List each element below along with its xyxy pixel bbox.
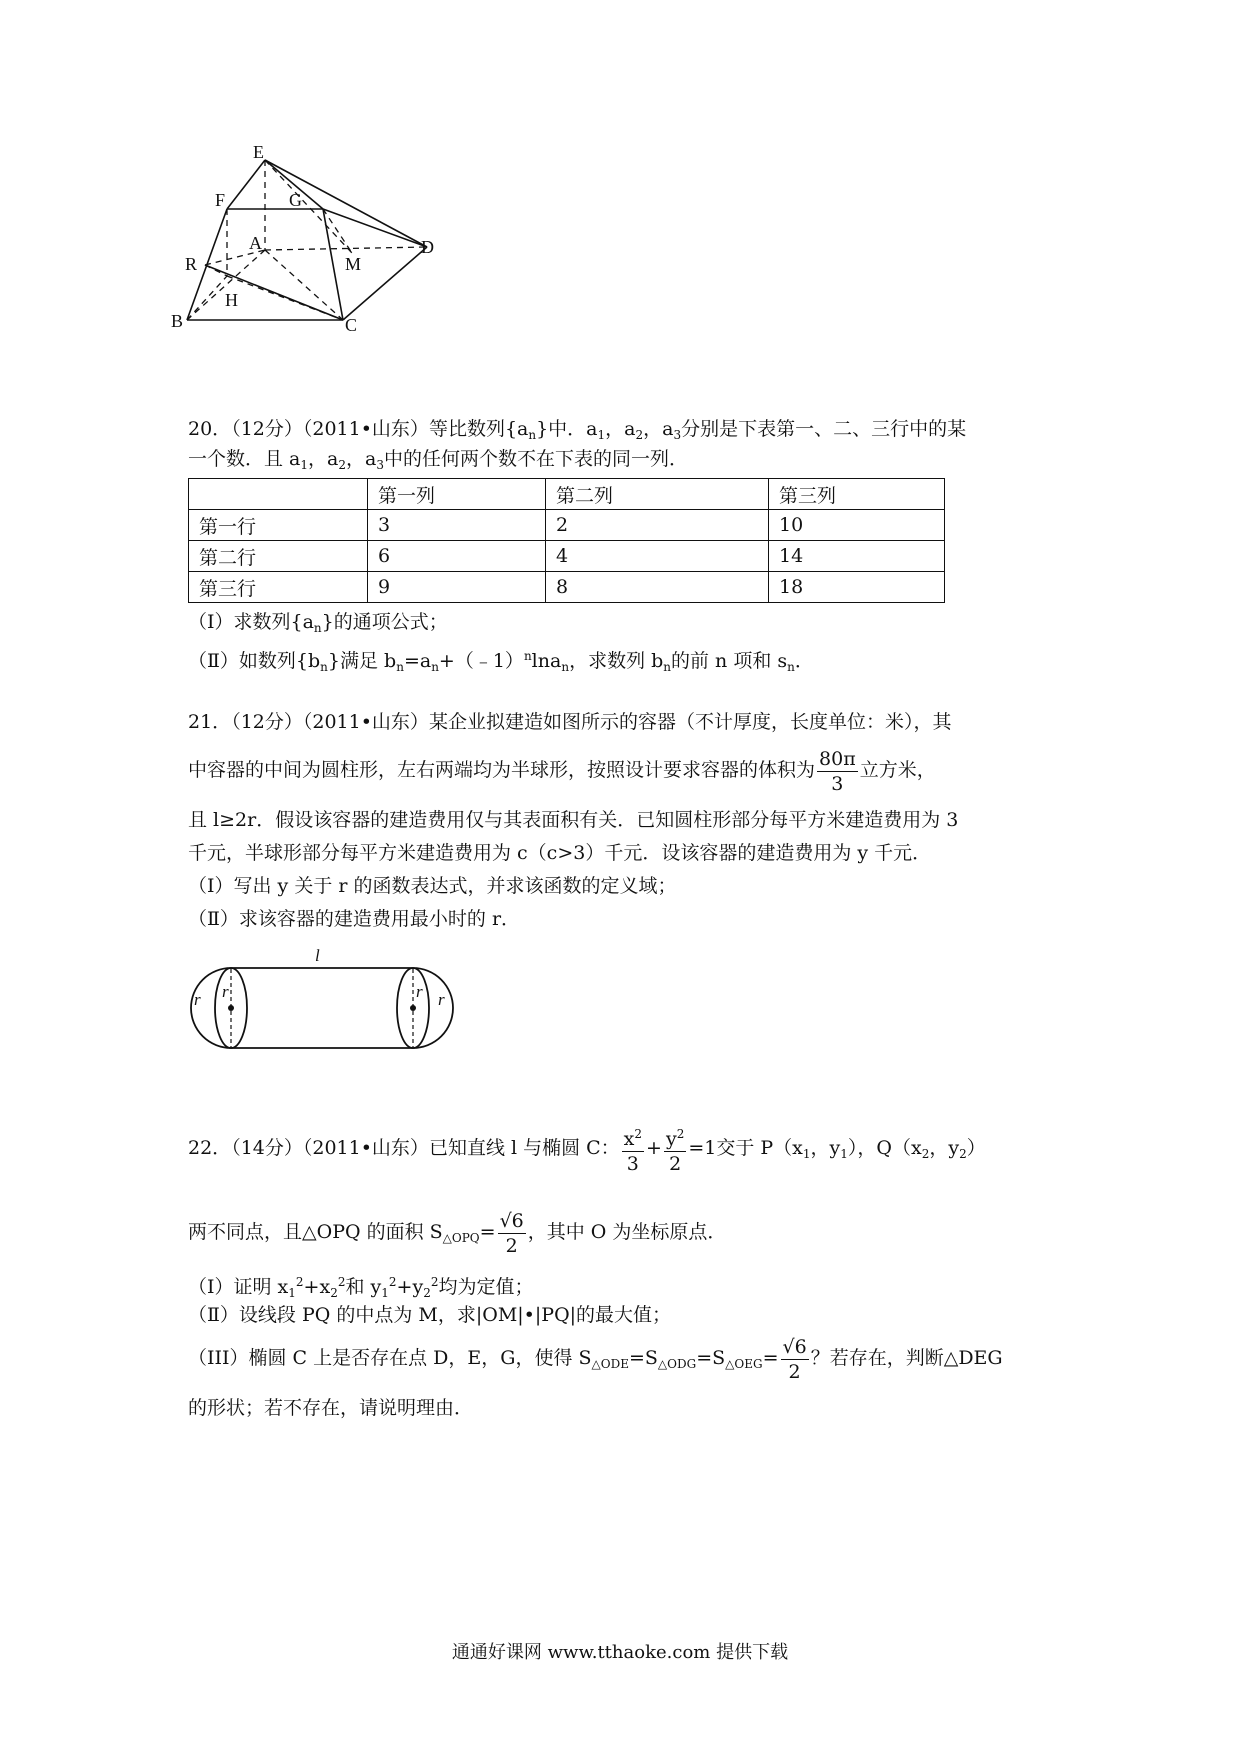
sub: △ODG xyxy=(657,1357,697,1371)
label-D: D xyxy=(421,237,434,257)
sub: △OPQ xyxy=(442,1231,480,1245)
sub: 3 xyxy=(376,458,384,472)
q20-part2 xyxy=(188,641,814,682)
sup: 2 xyxy=(634,1127,643,1141)
text: 2 xyxy=(788,1360,801,1383)
text: ，a xyxy=(605,418,636,440)
text: 和 y xyxy=(345,1276,382,1298)
sub: n xyxy=(787,660,795,674)
text: （III）椭圆 C 上是否存在点 D，E，G，使得 S xyxy=(188,1347,592,1369)
text: 等比数列{a xyxy=(428,418,529,440)
q22-part3-cont xyxy=(188,1393,473,1423)
label-r-right-outer: r xyxy=(438,990,445,1009)
text: 3 xyxy=(831,772,844,795)
text: √6 xyxy=(782,1335,807,1358)
fraction-x2-over-3 xyxy=(622,1122,644,1176)
text: 的前 n 项和 s xyxy=(671,650,788,672)
q22-line1 xyxy=(188,1122,986,1180)
num xyxy=(664,1122,686,1152)
text: 中的任何两个数不在下表的同一列． xyxy=(383,448,688,470)
table-cell: 14 xyxy=(769,541,945,572)
text: 80π xyxy=(819,747,856,770)
table-cell: 第三行 xyxy=(189,572,368,603)
text: 某企业拟建造如图所示的容器（不计厚度，长度单位：米），其 xyxy=(428,711,952,733)
label-H: H xyxy=(225,290,238,310)
text: 分别是下表第一、二、三行中的某 xyxy=(681,418,967,440)
table-header-cell: 第二列 xyxy=(546,479,769,510)
table-cell: 10 xyxy=(769,510,945,541)
sub: 2 xyxy=(635,428,644,442)
q21-line3 xyxy=(188,805,958,835)
text: √6 xyxy=(499,1209,524,1232)
sup: 2 xyxy=(388,1275,397,1289)
fraction-sqrt6-over-2 xyxy=(781,1335,809,1384)
q21-line2 xyxy=(188,744,936,796)
sub: 1 xyxy=(802,1147,811,1161)
label-R: R xyxy=(185,254,198,274)
q21-number: 21． xyxy=(188,711,232,733)
text: ． xyxy=(794,650,814,672)
sub: 2 xyxy=(330,1286,338,1300)
q22-line2 xyxy=(188,1206,726,1264)
capsule-container-figure xyxy=(188,945,458,1060)
text: ，其中 O 为坐标原点． xyxy=(527,1221,727,1243)
text: 一个数．且 a xyxy=(188,448,301,470)
q21-line4 xyxy=(188,838,931,868)
text: }的通项公式； xyxy=(321,611,448,633)
text: }满足 b xyxy=(327,650,397,672)
text: 的形状；若不存在，请说明理由． xyxy=(188,1397,474,1419)
text: + xyxy=(646,1137,662,1159)
table-cell: 3 xyxy=(368,510,546,541)
sub: n xyxy=(528,428,537,442)
text: = xyxy=(762,1347,779,1369)
sub: 1 xyxy=(381,1286,389,1300)
text: 立方米， xyxy=(859,759,936,781)
text: 中容器的中间为圆柱形，左右两端均为半球形，按照设计要求容器的体积为 xyxy=(188,759,816,781)
text: （Ⅰ）写出 y 关于 r 的函数表达式，并求该函数的定义域； xyxy=(188,875,677,897)
q21-source: （2011•山东） xyxy=(302,711,429,733)
text: （Ⅰ）求数列{a xyxy=(188,611,314,633)
sub: 1 xyxy=(597,428,606,442)
table-cell: 第一行 xyxy=(189,510,368,541)
sub: △ODE xyxy=(591,1357,629,1371)
solid-geometry-figure xyxy=(165,140,475,370)
sub: 1 xyxy=(300,458,309,472)
text: x xyxy=(623,1128,635,1150)
sub: n xyxy=(313,621,322,635)
q22-score: （14分） xyxy=(231,1137,303,1159)
text: ，a xyxy=(308,448,339,470)
text: 交于 P（x xyxy=(716,1137,803,1159)
text: 千元，半球形部分每平方米建造费用为 c（c>3）千元．设该容器的建造费用为 y 千元． xyxy=(188,842,932,864)
text: ，a xyxy=(345,448,377,470)
text: 3 xyxy=(626,1153,639,1175)
text: +（﹣1） xyxy=(438,650,524,672)
sup: 2 xyxy=(430,1275,439,1289)
text: = xyxy=(628,1347,645,1369)
q22-number: 22． xyxy=(188,1137,232,1159)
sub: 3 xyxy=(673,428,682,442)
sup: 2 xyxy=(676,1127,685,1141)
table-cell: 18 xyxy=(769,572,945,603)
text: +y xyxy=(396,1276,424,1298)
label-r-right-inner: r xyxy=(416,982,423,1001)
text: ，求数列 b xyxy=(569,650,664,672)
text: = xyxy=(696,1347,713,1369)
sub: n xyxy=(396,660,404,674)
q20-score: （12分） xyxy=(231,418,303,440)
table-header-cell: 第一列 xyxy=(368,479,546,510)
sup: n xyxy=(523,649,532,663)
sub: 2 xyxy=(338,458,346,472)
text: （Ⅱ）设线段 PQ 的中点为 M，求|OM|•|PQ|的最大值； xyxy=(188,1304,672,1326)
q22-part3: （III）椭圆 C 上是否存在点 D，E，G，使得 $S_{\triangle ODE}=S_{\triangle ODG}=S_{\triangle OEG}=$ $\frac{√6}{2}$ ？若存在，判断△DEG xyxy=(188,1335,1003,1383)
table-header-cell xyxy=(189,479,368,510)
table-cell: 第二行 xyxy=(189,541,368,572)
text: +x xyxy=(303,1276,331,1298)
table-cell: 8 xyxy=(546,572,769,603)
q20-stem-line2 xyxy=(188,444,688,480)
table-header-cell: 第三列 xyxy=(769,479,945,510)
sub: 2 xyxy=(423,1286,431,1300)
label-A: A xyxy=(249,233,262,253)
sup: 2 xyxy=(295,1275,304,1289)
q21-line1 xyxy=(188,707,951,737)
text: ，y xyxy=(929,1137,960,1159)
table-cell: 4 xyxy=(546,541,769,572)
text: （Ⅱ）如数列{b xyxy=(188,650,321,672)
text: （Ⅰ）证明 x xyxy=(188,1276,289,1298)
text: ，a xyxy=(643,418,674,440)
text: 均为定值； xyxy=(438,1276,534,1298)
text: ？若存在，判断△DEG xyxy=(810,1347,1003,1369)
sup: 2 xyxy=(337,1275,346,1289)
label-F: F xyxy=(215,190,226,210)
sub: △OEG xyxy=(725,1357,763,1371)
sub: n xyxy=(561,660,570,674)
text: ），Q（x xyxy=(847,1137,922,1159)
label-G: G xyxy=(289,190,302,210)
sub: n xyxy=(320,660,328,674)
table-header-row xyxy=(189,479,945,510)
label-C: C xyxy=(345,315,358,335)
sub: 2 xyxy=(921,1147,930,1161)
table-row xyxy=(189,572,945,603)
text: （Ⅱ）求该容器的建造费用最小时的 r． xyxy=(188,908,521,930)
label-M: M xyxy=(345,254,362,274)
label-r-left-outer: r xyxy=(194,990,201,1009)
sub: 1 xyxy=(288,1286,296,1300)
num xyxy=(622,1122,644,1152)
text: 且 l≥2r．假设该容器的建造费用仅与其表面积有关．已知圆柱形部分每平方米建造费用为 3 xyxy=(188,809,959,831)
table-cell: 2 xyxy=(546,510,769,541)
q20-number: 20． xyxy=(188,418,232,440)
table-cell: 9 xyxy=(368,572,546,603)
sub: n xyxy=(663,660,671,674)
sub: n xyxy=(431,660,439,674)
page-footer: 通通好课网 www.tthaoke.com 提供下载 xyxy=(451,1642,789,1663)
text: 2 xyxy=(669,1153,682,1175)
sub: 2 xyxy=(959,1147,967,1161)
text: = xyxy=(479,1221,496,1243)
text: =a xyxy=(403,650,432,672)
text: 2 xyxy=(505,1234,518,1257)
text: lna xyxy=(531,650,562,672)
label-l: l xyxy=(315,946,320,965)
text: y xyxy=(665,1128,677,1150)
text: ，y xyxy=(810,1137,841,1159)
q21-part2 xyxy=(188,904,520,934)
q22-source: （2011•山东） xyxy=(302,1137,429,1159)
text: 已知直线 l 与椭圆 C： xyxy=(428,1137,620,1159)
table-row xyxy=(189,510,945,541)
sub: 1 xyxy=(840,1147,848,1161)
label-E: E xyxy=(253,142,264,162)
q21-score: （12分） xyxy=(231,711,303,733)
text: 两不同点，且△OPQ 的面积 S xyxy=(188,1221,443,1243)
label-r-left-inner: r xyxy=(222,982,229,1001)
q22-part2 xyxy=(188,1300,671,1330)
fraction-y2-over-2 xyxy=(664,1122,686,1176)
fraction-sqrt6-over-2 xyxy=(498,1209,526,1258)
text: =1 xyxy=(688,1137,717,1159)
q20-table xyxy=(188,478,945,603)
table-cell: 6 xyxy=(368,541,546,572)
table-row xyxy=(189,541,945,572)
q21-part1 xyxy=(188,871,676,901)
text: }中．a xyxy=(536,418,598,440)
fraction-80pi-over-3 xyxy=(817,747,858,796)
label-B: B xyxy=(171,311,184,331)
text: ） xyxy=(966,1137,986,1159)
q20-source: （2011•山东） xyxy=(302,418,429,440)
q20-part1 xyxy=(188,607,448,643)
